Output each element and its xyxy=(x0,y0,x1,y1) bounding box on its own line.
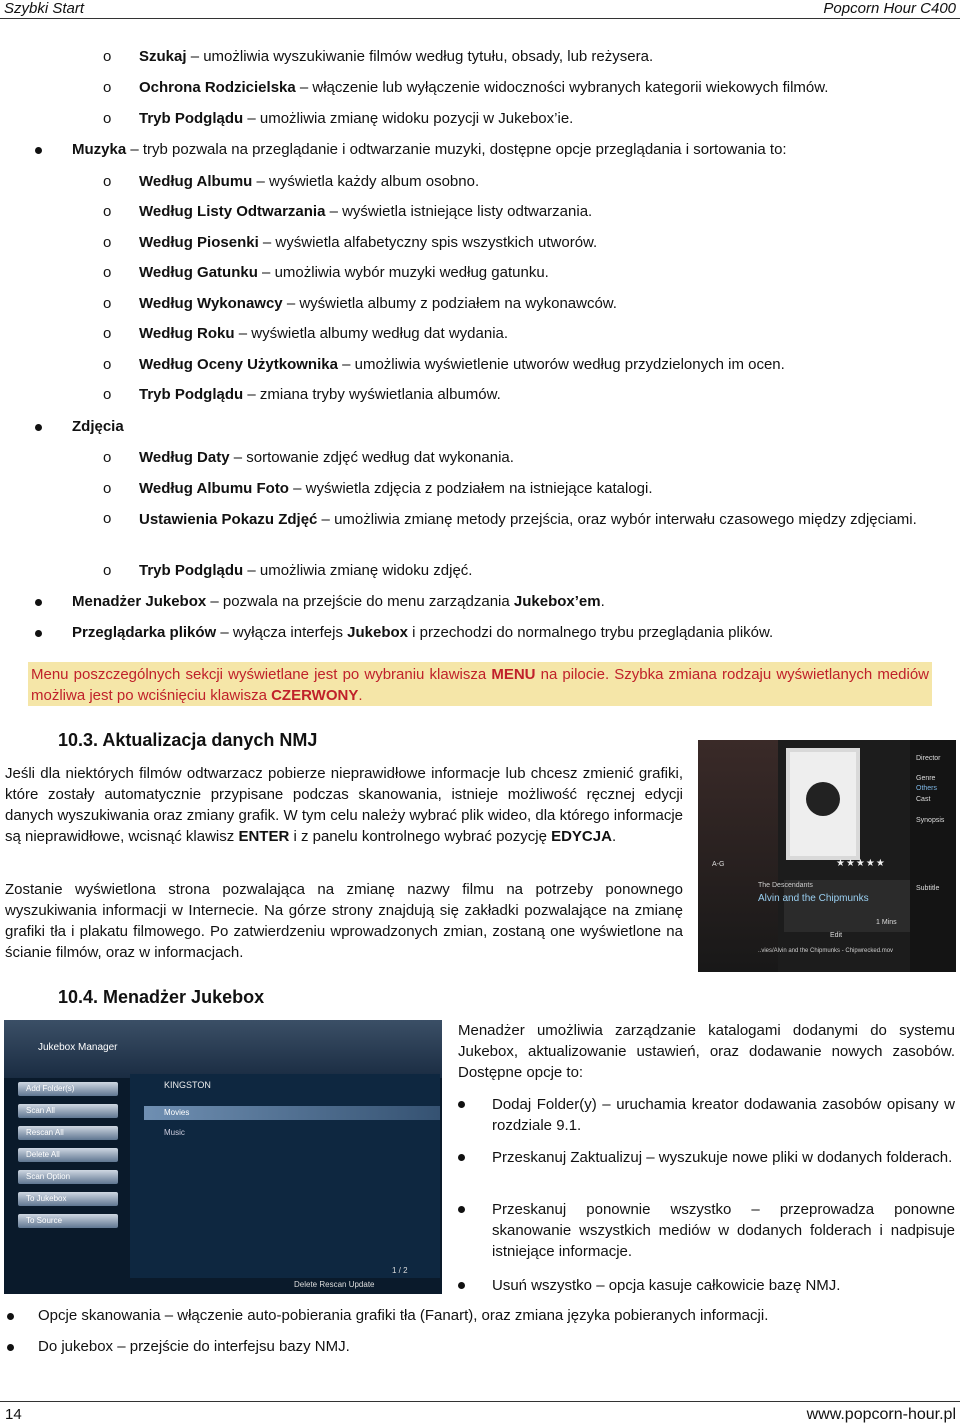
edit-label: Edit xyxy=(830,932,843,939)
sub-bullet: o xyxy=(103,562,112,579)
section-title-10-4: 10.4. Menadżer Jukebox xyxy=(58,987,265,1007)
bullet xyxy=(7,1313,14,1320)
menu-director: Director xyxy=(916,755,941,762)
rating-stars: ★★★★★ xyxy=(836,858,886,869)
list-item: Ustawienia Pokazu Zdjęć – umożliwia zmianę metody przejścia, oraz wybór interwału czasowego między zdjęciami. xyxy=(139,511,917,528)
menu-subtitle: Subtitle xyxy=(916,885,940,892)
bullet xyxy=(458,1282,465,1289)
list-item: Według Daty – sortowanie zdjęć według dat wykonania. xyxy=(139,449,514,466)
header-left: Szybki Start xyxy=(4,0,85,17)
sub-bullet: o xyxy=(103,325,112,342)
sub-bullet: o xyxy=(103,173,112,190)
menu-genre: Genre xyxy=(916,775,936,782)
sub-bullet: o xyxy=(103,79,112,96)
list-item: Dodaj Folder(y) – uruchamia kreator dodawania zasobów opisany w rozdziale 9.1. xyxy=(492,1096,955,1134)
sub-bullet: o xyxy=(103,234,112,251)
sub-bullet: o xyxy=(103,356,112,373)
bullet xyxy=(458,1206,465,1213)
paragraph: Jeśli dla niektórych filmów odtwarzacz pobierze nieprawidłowe informacje lub chcesz zmienić grafiki, które zostały automatycznie przypisane podczas skanowania, istnieje możliwość ręcznej edycji danych wyszukiwania oraz zmiany grafik. W tym celu należy wybrać plik wideo, dla którego informacje są nieprawidłowe, wcisnąć klawisz ENTER i z panelu kontrolnego wybrać pozycję EDYCJA. xyxy=(5,765,683,845)
mins-label: 1 Mins xyxy=(876,919,897,926)
sub-bullet: o xyxy=(103,264,112,281)
poster-strip xyxy=(698,740,778,972)
list-item: Szukaj – umożliwia wyszukiwanie filmów według tytułu, obsady, lub reżysera. xyxy=(139,48,654,65)
list-item: Przeskanuj ponownie wszystko – przeprowadza ponowne skanowanie wszystkich mediów w dodanych folderach i nadpisuje istniejące informacje. xyxy=(492,1201,955,1260)
header-right: Popcorn Hour C400 xyxy=(823,0,956,17)
folder-row: Music xyxy=(164,1128,185,1137)
jukebox-manager-title: Jukebox Manager xyxy=(38,1042,118,1053)
sub-bullet: o xyxy=(103,110,112,127)
bullet xyxy=(458,1101,465,1108)
sub-bullet: o xyxy=(103,480,112,497)
menu-button: Add Folder(s) xyxy=(18,1082,118,1096)
list-item: Według Oceny Użytkownika – umożliwia wyświetlenie utworów według przydzielonych im ocen. xyxy=(139,356,785,373)
bullet xyxy=(35,424,42,431)
menu-others: Others xyxy=(916,785,938,792)
menu-button: Scan Option xyxy=(18,1170,118,1184)
bullet xyxy=(35,599,42,606)
list-item: Tryb Podglądu – umożliwia zmianę widoku pozycji w Jukebox’ie. xyxy=(139,110,574,127)
sub-bullet: o xyxy=(103,48,112,65)
jukebox-manager-screenshot xyxy=(4,1020,442,1294)
list-item: Opcje skanowania – włączenie auto-pobierania grafiki tła (Fanart), oraz zmiana języka pobieranych informacji. xyxy=(38,1307,769,1324)
sub-bullet: o xyxy=(103,295,112,312)
list-item: Tryb Podglądu – umożliwia zmianę widoku zdjęć. xyxy=(139,562,473,579)
list-item: Według Listy Odtwarzania – wyświetla istniejące listy odtwarzania. xyxy=(139,203,593,220)
sub-bullet: o xyxy=(103,449,112,466)
page-number: 14 xyxy=(5,1406,22,1423)
bullet xyxy=(458,1154,465,1161)
section-title-10-3: 10.3. Aktualizacja danych NMJ xyxy=(58,730,318,750)
list-item: Menadżer Jukebox – pozwala na przejście do menu zarządzania Jukebox’em. xyxy=(72,593,605,610)
paragraph: Menadżer umożliwia zarządzanie katalogami dodanymi do systemu Jukebox, aktualizowanie ustawień, oraz dodawanie nowych zasobów. Dostępne opcje to: xyxy=(458,1022,955,1081)
list-item: Przeskanuj Zaktualizuj – wyszukuje nowe pliki w dodanych folderach. xyxy=(492,1149,953,1166)
menu-button: Delete All xyxy=(18,1148,118,1162)
folder-row-selected: Movies xyxy=(144,1106,440,1120)
menu-button: To Jukebox xyxy=(18,1192,118,1206)
alpha-label: A-G xyxy=(712,861,725,868)
bottom-actions: Delete Rescan Update xyxy=(294,1280,375,1289)
paragraph: Zostanie wyświetlona strona pozwalająca na zmianę nazwy filmu na potrzeby ponownego wyszukiwania informacji w Internecie. Na górze strony znajdują się zakładki pozwalające na zmianę grafiki tła i plakatu filmowego. Po zatwierdzeniu wprowadzonych zmian, zostaną one wyświetlone na ścianie filmów, oraz w informacjach. xyxy=(5,881,683,961)
menu-button: Rescan All xyxy=(18,1126,118,1140)
list-item: Usuń wszystko – opcja kasuje całkowicie bazę NMJ. xyxy=(492,1277,841,1294)
zdjecia-heading: Zdjęcia xyxy=(72,418,124,435)
list-item: Muzyka – tryb pozwala na przeglądanie i odtwarzanie muzyki, dostępne opcje przeglądania i sortowania to: xyxy=(72,141,787,158)
page-footer xyxy=(0,1401,960,1423)
nmj-edit-screenshot xyxy=(698,740,956,972)
list-item: Według Piosenki – wyświetla alfabetyczny spis wszystkich utworów. xyxy=(139,234,598,251)
list-item: Według Albumu Foto – wyświetla zdjęcia z podziałem na istniejące katalogi. xyxy=(139,480,653,497)
page-header xyxy=(0,0,960,19)
series-label: The Descendants xyxy=(758,882,813,889)
list-item: Ochrona Rodzicielska – włączenie lub wyłączenie widoczności wybranych kategorii wiekowych filmów. xyxy=(139,79,829,96)
bullet xyxy=(35,147,42,154)
menu-button: Scan All xyxy=(18,1104,118,1118)
list-item: Tryb Podglądu – zmiana tryby wyświetlania albumów. xyxy=(139,386,501,403)
list-item: Według Roku – wyświetla albumy według dat wydania. xyxy=(139,325,509,342)
sub-bullet: o xyxy=(103,386,112,403)
movie-title: Alvin and the Chipmunks xyxy=(758,893,869,904)
page-indicator: 1 / 2 xyxy=(392,1266,408,1275)
menu-cast: Cast xyxy=(916,796,931,803)
film-reel-icon xyxy=(806,782,840,816)
bullet xyxy=(7,1344,14,1351)
list-item: Przeglądarka plików – wyłącza interfejs Jukebox i przechodzi do normalnego trybu przeglądania plików. xyxy=(72,624,774,641)
sub-bullet: o xyxy=(103,510,112,527)
menu-button: To Source xyxy=(18,1214,118,1228)
list-item: Do jukebox – przejście do interfejsu bazy NMJ. xyxy=(38,1338,350,1355)
footer-url: www.popcorn-hour.pl xyxy=(806,1406,956,1423)
path-label: ..vies/Alvin and the Chipmunks - Chipwrecked.mov xyxy=(758,948,894,954)
bullet xyxy=(35,630,42,637)
sub-bullet: o xyxy=(103,203,112,220)
drive-label: KINGSTON xyxy=(164,1080,211,1090)
folder-panel xyxy=(130,1074,440,1278)
list-item: Według Albumu – wyświetla każdy album osobno. xyxy=(139,173,480,190)
list-item: Według Wykonawcy – wyświetla albumy z podziałem na wykonawców. xyxy=(139,295,617,312)
menu-synopsis: Synopsis xyxy=(916,817,945,824)
list-item: Według Gatunku – umożliwia wybór muzyki według gatunku. xyxy=(139,264,549,281)
note-box: Menu poszczególnych sekcji wyświetlane jest po wybraniu klawisza MENU na pilocie. Szybka zmiana rodzaju wyświetlanych mediów możliwa jest po wciśnięciu klawisza CZERWONY. xyxy=(28,662,932,706)
